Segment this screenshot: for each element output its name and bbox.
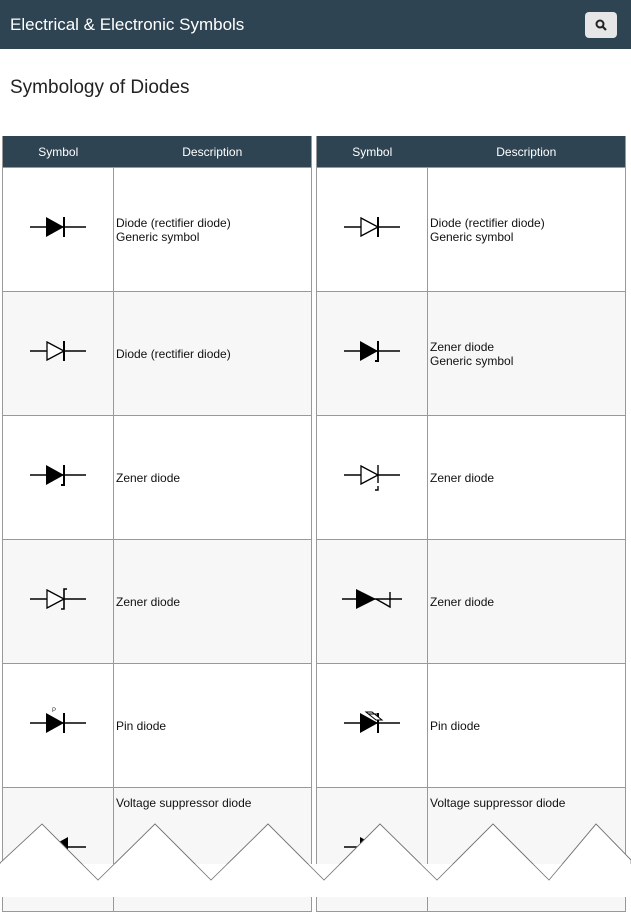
description-cell: Zener diode <box>114 540 312 664</box>
table-row <box>3 292 312 416</box>
zener-filled-icon <box>342 336 402 368</box>
symbol-cell <box>317 416 428 540</box>
diode-filled-icon <box>28 212 88 244</box>
zener-open-icon <box>28 584 88 616</box>
col-description: Description <box>114 136 312 168</box>
table-row <box>3 416 312 540</box>
diode-open-icon <box>28 336 88 368</box>
table-row <box>317 416 626 540</box>
description-cell: Pin diode <box>428 664 626 788</box>
table-row <box>317 168 626 292</box>
svg-text:P: P <box>52 708 57 714</box>
description-cell: Diode (rectifier diode) Generic symbol <box>428 168 626 292</box>
search-button[interactable] <box>585 12 617 38</box>
col-symbol: Symbol <box>3 136 114 168</box>
description-cell: Voltage suppressor diode <box>114 788 312 912</box>
description-cell: Diode (rectifier diode) Generic symbol <box>114 168 312 292</box>
symbol-cell <box>3 292 114 416</box>
symbol-cell <box>317 664 428 788</box>
table-row <box>317 540 626 664</box>
description-cell: Pin diode <box>114 664 312 788</box>
symbols-table-left <box>2 136 312 912</box>
description-cell: Zener diode Generic symbol <box>428 292 626 416</box>
zener-open-low-icon <box>342 460 402 492</box>
zener-z-icon <box>342 584 402 616</box>
table-row <box>3 664 312 788</box>
description-cell: Voltage suppressor diode <box>428 788 626 912</box>
diode-open-icon <box>342 212 402 244</box>
symbol-cell <box>317 168 428 292</box>
search-icon <box>595 19 607 31</box>
top-bar <box>0 0 631 49</box>
description-cell: Zener diode <box>428 540 626 664</box>
symbol-cell <box>3 416 114 540</box>
symbol-cell <box>317 292 428 416</box>
description-cell: Zener diode <box>114 416 312 540</box>
symbols-table-right <box>316 136 626 912</box>
description-cell: Zener diode <box>428 416 626 540</box>
pin-diode-icon <box>28 708 88 740</box>
torn-edge <box>0 820 631 897</box>
pin-diode-striped-icon <box>342 708 402 740</box>
table-row <box>3 168 312 292</box>
symbol-cell <box>3 168 114 292</box>
col-symbol: Symbol <box>317 136 428 168</box>
symbol-cell <box>317 540 428 664</box>
zener-filled-icon <box>28 460 88 492</box>
table-row <box>317 664 626 788</box>
description-cell: Diode (rectifier diode) <box>114 292 312 416</box>
page-title: Symbology of Diodes <box>10 77 190 98</box>
table-row <box>3 540 312 664</box>
table-row <box>317 292 626 416</box>
symbol-cell <box>3 664 114 788</box>
app-title: Electrical & Electronic Symbols <box>10 14 245 34</box>
symbol-cell <box>3 540 114 664</box>
col-description: Description <box>428 136 626 168</box>
